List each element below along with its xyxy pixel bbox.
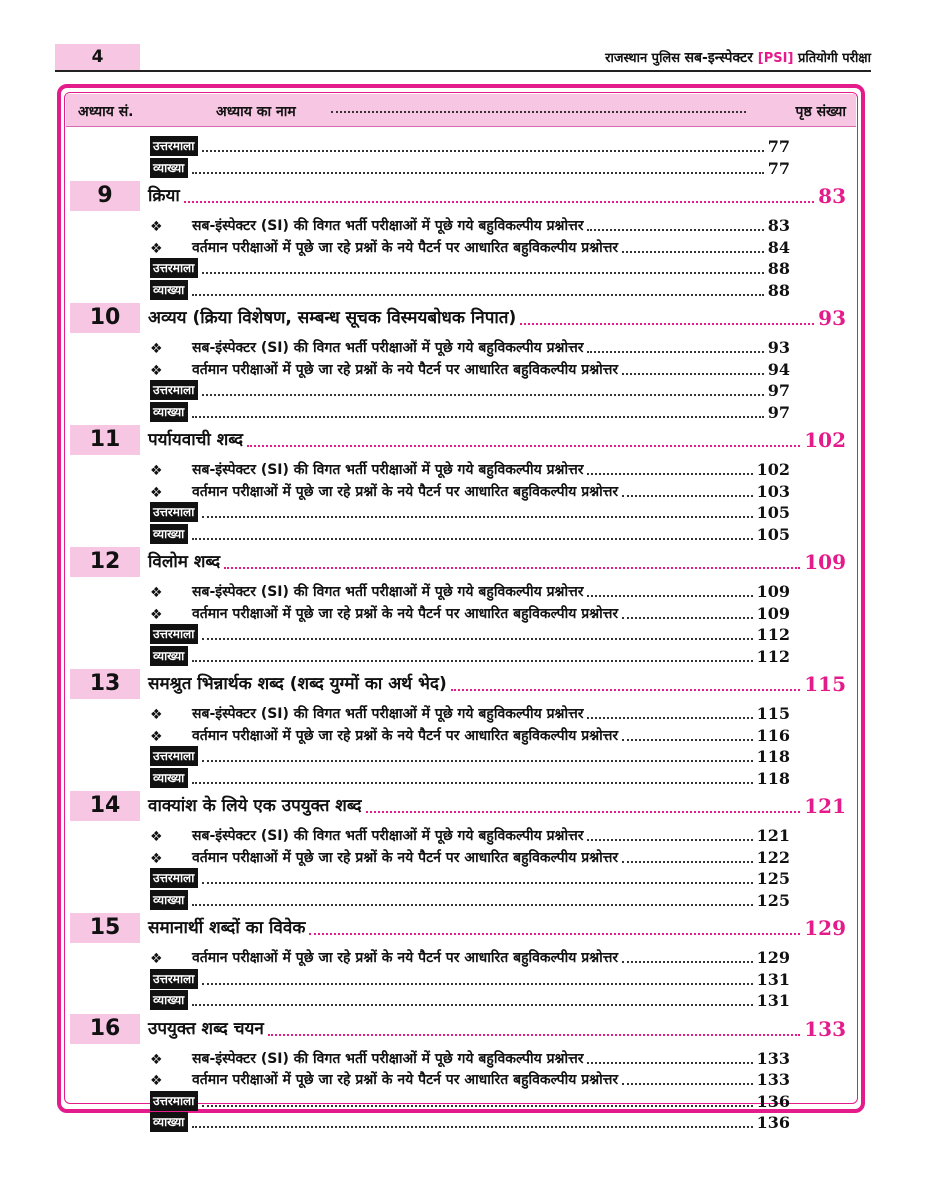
- col-page-no: पृष्ठ संख्या: [795, 104, 846, 120]
- chapter-title: अव्यय (क्रिया विशेषण, सम्बन्ध सूचक विस्मयबोधक निपात): [148, 308, 517, 328]
- new-pattern-row-leader: [622, 961, 752, 963]
- new-pattern-row: [150, 479, 790, 501]
- chapter-page: 102: [804, 428, 846, 452]
- explanation-row: [150, 888, 790, 910]
- explanation-row-page: 118: [756, 768, 790, 788]
- new-pattern-row-text: वर्तमान परीक्षाओं में पूछे जा रहे प्रश्नों के नये पैटर्न पर आधारित बहुविकल्पीय प्रश्नोत्तर: [192, 849, 619, 866]
- answer-key-row: [150, 256, 790, 278]
- explanation-row: [150, 522, 790, 544]
- new-pattern-row: [150, 723, 790, 745]
- new-pattern-row-text: वर्तमान परीक्षाओं में पूछे जा रहे प्रश्नों के नये पैटर्न पर आधारित बहुविकल्पीय प्रश्नोत्तर: [192, 239, 619, 256]
- si-questions-row: [150, 335, 790, 357]
- explanation-row-label: व्याख्या: [150, 990, 188, 1010]
- answer-key-row-leader: [202, 150, 763, 152]
- si-questions-row-text: सब-इंस्पेक्टर (SI) की विगत भर्ती परीक्षाओं में पूछे गये बहुविकल्पीय प्रश्नोत्तर: [192, 828, 584, 844]
- chapter-row-11: [70, 425, 846, 455]
- new-pattern-row-page: 94: [767, 359, 790, 379]
- chapter-number: 12: [70, 547, 140, 577]
- chapter-page: 83: [818, 184, 846, 208]
- new-pattern-row-page: 116: [756, 725, 790, 745]
- bullet-icon: ❖: [150, 341, 163, 357]
- chapter-title: वाक्यांश के लिये एक उपयुक्त शब्द: [148, 796, 362, 816]
- new-pattern-row-text: वर्तमान परीक्षाओं में पूछे जा रहे प्रश्नों के नये पैटर्न पर आधारित बहुविकल्पीय प्रश्नोत्तर: [192, 1072, 619, 1088]
- si-questions-row-leader: [587, 839, 752, 841]
- explanation-row-page: 105: [756, 524, 790, 544]
- answer-key-row: [150, 134, 790, 156]
- si-questions-row: [150, 457, 790, 479]
- answer-key-row-page: 136: [756, 1091, 790, 1111]
- bullet-icon: ❖: [150, 1051, 163, 1068]
- chapter-title: विलोम शब्द: [148, 552, 221, 572]
- chapter-page: 93: [818, 306, 846, 330]
- si-questions-row-page: 83: [767, 216, 790, 235]
- explanation-row: [150, 1110, 790, 1132]
- si-questions-row-text: सब-इंस्पेक्टर (SI) की विगत भर्ती परीक्षाओं में पूछे गये बहुविकल्पीय प्रश्नोत्तर: [192, 340, 584, 356]
- bullet-icon: ❖: [150, 585, 163, 601]
- si-questions-row: [150, 1046, 790, 1068]
- explanation-row-page: 77: [767, 158, 790, 178]
- explanation-row-page: 125: [756, 890, 790, 910]
- si-questions-row-leader: [587, 473, 752, 475]
- answer-key-row-page: 105: [756, 503, 790, 522]
- new-pattern-row-page: 84: [767, 237, 790, 257]
- chapter-leader: [366, 811, 801, 813]
- chapter-leader: [247, 445, 800, 447]
- bullet-icon: ❖: [150, 728, 163, 745]
- chapter-leader: [268, 1034, 800, 1036]
- bullet-icon: ❖: [150, 1073, 163, 1089]
- chapter-number: 9: [70, 181, 140, 211]
- explanation-row-leader: [192, 294, 763, 296]
- new-pattern-row-text: वर्तमान परीक्षाओं में पूछे जा रहे प्रश्नों के नये पैटर्न पर आधारित बहुविकल्पीय प्रश्नोत्तर: [192, 483, 619, 500]
- explanation-row: [150, 156, 790, 178]
- si-questions-row-text: सब-इंस्पेक्टर (SI) की विगत भर्ती परीक्षाओं में पूछे गये बहुविकल्पीय प्रश्नोत्तर: [192, 584, 584, 600]
- chapter-row-10: [70, 303, 846, 333]
- si-questions-row: [150, 701, 790, 723]
- answer-key-row-page: 112: [756, 625, 790, 644]
- chapter-row-15: [70, 913, 846, 943]
- chapter-number: 13: [70, 669, 140, 699]
- answer-key-row-leader: [202, 760, 752, 762]
- new-pattern-row-text: वर्तमान परीक्षाओं में पूछे जा रहे प्रश्नों के नये पैटर्न पर आधारित बहुविकल्पीय प्रश्नोत्तर: [192, 605, 619, 622]
- new-pattern-row-leader: [622, 495, 752, 497]
- bullet-icon: ❖: [150, 240, 163, 257]
- si-questions-row-text: सब-इंस्पेक्टर (SI) की विगत भर्ती परीक्षाओं में पूछे गये बहुविकल्पीय प्रश्नोत्तर: [192, 218, 584, 234]
- explanation-row-leader: [192, 416, 763, 418]
- answer-key-row-leader: [202, 394, 763, 396]
- new-pattern-row-leader: [622, 1083, 752, 1085]
- chapter-row-14: [70, 791, 846, 821]
- chapter-title: उपयुक्त शब्द चयन: [148, 1018, 264, 1039]
- explanation-row-label: व्याख्या: [150, 158, 188, 178]
- chapter-number: 14: [70, 791, 140, 821]
- explanation-row: [150, 644, 790, 666]
- si-questions-row-text: सब-इंस्पेक्टर (SI) की विगत भर्ती परीक्षाओं में पूछे गये बहुविकल्पीय प्रश्नोत्तर: [192, 706, 584, 722]
- bullet-icon: ❖: [150, 829, 163, 845]
- new-pattern-row-page: 133: [756, 1070, 790, 1089]
- explanation-row-label: व्याख्या: [150, 890, 188, 910]
- si-questions-row-leader: [587, 595, 752, 597]
- chapter-page: 129: [804, 916, 846, 940]
- answer-key-row-leader: [202, 516, 752, 518]
- new-pattern-row-page: 109: [756, 603, 790, 623]
- new-pattern-row-leader: [622, 739, 752, 741]
- answer-key-row: [150, 744, 790, 766]
- new-pattern-row-leader: [622, 861, 752, 863]
- answer-key-row-page: 131: [756, 969, 790, 989]
- chapter-page: 133: [804, 1016, 846, 1041]
- explanation-row: [150, 278, 790, 300]
- chapter-number: 16: [70, 1014, 140, 1044]
- explanation-row-leader: [192, 782, 752, 784]
- explanation-row-page: 112: [756, 646, 790, 666]
- chapter-leader: [520, 323, 814, 325]
- explanation-row: [150, 766, 790, 788]
- si-questions-row-text: सब-इंस्पेक्टर (SI) की विगत भर्ती परीक्षाओं में पूछे गये बहुविकल्पीय प्रश्नोत्तर: [192, 462, 584, 478]
- answer-key-row-label: उत्तरमाला: [150, 502, 198, 522]
- chapter-row-13: [70, 669, 846, 699]
- new-pattern-row-page: 122: [756, 847, 790, 867]
- answer-key-row-leader: [202, 272, 763, 274]
- answer-key-row-label: उत्तरमाला: [150, 868, 198, 888]
- chapter-title: पर्यायवाची शब्द: [148, 430, 243, 450]
- si-questions-row-leader: [587, 351, 763, 353]
- bullet-icon: ❖: [150, 484, 163, 501]
- chapter-page: 109: [804, 550, 846, 574]
- answer-key-row-label: उत्तरमाला: [150, 1091, 198, 1111]
- bullet-icon: ❖: [150, 850, 163, 867]
- chapter-number: 15: [70, 913, 140, 943]
- explanation-row-leader: [192, 172, 763, 174]
- explanation-row-page: 97: [767, 402, 790, 422]
- new-pattern-row: [150, 1067, 790, 1089]
- explanation-row-leader: [192, 904, 752, 906]
- chapter-leader: [184, 201, 814, 203]
- answer-key-row-leader: [202, 882, 752, 884]
- page-number: 4: [55, 44, 140, 70]
- answer-key-row: [150, 866, 790, 888]
- si-questions-row: [150, 579, 790, 601]
- new-pattern-row-page: 103: [756, 481, 790, 501]
- new-pattern-row: [150, 845, 790, 867]
- si-questions-row-page: 109: [756, 582, 790, 601]
- answer-key-row-page: 88: [767, 259, 790, 278]
- si-questions-row-leader: [587, 1062, 752, 1064]
- si-questions-row-leader: [587, 717, 752, 719]
- bullet-icon: ❖: [150, 362, 163, 379]
- chapter-number: 11: [70, 425, 140, 455]
- new-pattern-row-page: 129: [756, 948, 790, 967]
- explanation-row-label: व्याख्या: [150, 280, 188, 300]
- chapter-row-9: [70, 181, 846, 211]
- answer-key-row-label: उत्तरमाला: [150, 380, 198, 400]
- explanation-row-page: 131: [756, 991, 790, 1010]
- chapter-row-12: [70, 547, 846, 577]
- new-pattern-row-text: वर्तमान परीक्षाओं में पूछे जा रहे प्रश्नों के नये पैटर्न पर आधारित बहुविकल्पीय प्रश्नोत्तर: [192, 950, 619, 966]
- answer-key-row-label: उत्तरमाला: [150, 136, 198, 156]
- header-rule: [55, 70, 871, 72]
- bullet-icon: ❖: [150, 606, 163, 623]
- si-questions-row-page: 93: [767, 338, 790, 357]
- running-head: राजस्थान पुलिस सब-इन्स्पेक्टर [PSI] प्रतियोगी परीक्षा: [605, 50, 871, 66]
- new-pattern-row-leader: [622, 251, 764, 253]
- bullet-icon: ❖: [150, 951, 163, 967]
- explanation-row-label: व्याख्या: [150, 402, 188, 422]
- bullet-icon: ❖: [150, 219, 163, 235]
- chapter-title: क्रिया: [148, 186, 180, 206]
- answer-key-row: [150, 1089, 790, 1111]
- si-questions-row-text: सब-इंस्पेक्टर (SI) की विगत भर्ती परीक्षाओं में पूछे गये बहुविकल्पीय प्रश्नोत्तर: [192, 1050, 584, 1067]
- chapter-title: समानार्थी शब्दों का विवेक: [148, 918, 306, 938]
- answer-key-row-page: 77: [767, 137, 790, 156]
- answer-key-row: [150, 500, 790, 522]
- explanation-row-leader: [192, 660, 752, 662]
- column-header: [66, 94, 856, 127]
- answer-key-row-leader: [202, 638, 752, 640]
- answer-key-row: [150, 378, 790, 400]
- new-pattern-row-text: वर्तमान परीक्षाओं में पूछे जा रहे प्रश्नों के नये पैटर्न पर आधारित बहुविकल्पीय प्रश्नोत्तर: [192, 727, 619, 744]
- si-questions-row: [150, 213, 790, 235]
- chapter-page: 121: [804, 794, 846, 818]
- new-pattern-row: [150, 601, 790, 623]
- explanation-row-label: व्याख्या: [150, 1112, 188, 1132]
- answer-key-row: [150, 967, 790, 989]
- explanation-row-page: 136: [756, 1113, 790, 1132]
- col-chapter-no: अध्याय सं.: [78, 104, 134, 120]
- chapter-title: समश्रुत भिन्नार्थक शब्द (शब्द युग्मों का अर्थ भेद): [148, 674, 447, 694]
- answer-key-row-label: उत्तरमाला: [150, 624, 198, 644]
- answer-key-row-page: 118: [756, 747, 790, 766]
- new-pattern-row: [150, 357, 790, 379]
- answer-key-row-label: उत्तरमाला: [150, 746, 198, 766]
- chapter-leader: [309, 933, 800, 935]
- explanation-row-label: व्याख्या: [150, 768, 188, 788]
- explanation-row: [150, 988, 790, 1010]
- explanation-row-page: 88: [767, 280, 790, 300]
- chapter-row-16: [70, 1014, 846, 1044]
- chapter-leader: [224, 567, 800, 569]
- answer-key-row-label: उत्तरमाला: [150, 969, 198, 989]
- explanation-row-label: व्याख्या: [150, 646, 188, 666]
- answer-key-row-leader: [202, 983, 752, 985]
- new-pattern-row-leader: [622, 373, 764, 375]
- answer-key-row-page: 125: [756, 869, 790, 888]
- col-chapter-name: अध्याय का नाम: [216, 104, 296, 120]
- chapter-page: 115: [804, 672, 846, 696]
- si-questions-row-page: 102: [756, 460, 790, 479]
- bullet-icon: ❖: [150, 463, 163, 479]
- chapter-leader: [451, 689, 801, 691]
- new-pattern-row: [150, 235, 790, 257]
- explanation-row-label: व्याख्या: [150, 524, 188, 544]
- answer-key-row-label: उत्तरमाला: [150, 258, 198, 278]
- col-header-leader: [331, 111, 746, 113]
- answer-key-row-page: 97: [767, 381, 790, 400]
- si-questions-row-page: 133: [756, 1048, 790, 1068]
- bullet-icon: ❖: [150, 707, 163, 723]
- new-pattern-row: [150, 945, 790, 967]
- si-questions-row: [150, 823, 790, 845]
- answer-key-row-leader: [202, 1105, 752, 1107]
- si-questions-row-page: 121: [756, 826, 790, 845]
- explanation-row-leader: [192, 1004, 752, 1006]
- new-pattern-row-leader: [622, 617, 752, 619]
- answer-key-row: [150, 622, 790, 644]
- explanation-row-leader: [192, 1126, 752, 1128]
- explanation-row: [150, 400, 790, 422]
- si-questions-row-page: 115: [756, 704, 790, 723]
- explanation-row-leader: [192, 538, 752, 540]
- chapter-number: 10: [70, 303, 140, 333]
- new-pattern-row-text: वर्तमान परीक्षाओं में पूछे जा रहे प्रश्नों के नये पैटर्न पर आधारित बहुविकल्पीय प्रश्नोत्तर: [192, 361, 619, 378]
- si-questions-row-leader: [587, 229, 763, 231]
